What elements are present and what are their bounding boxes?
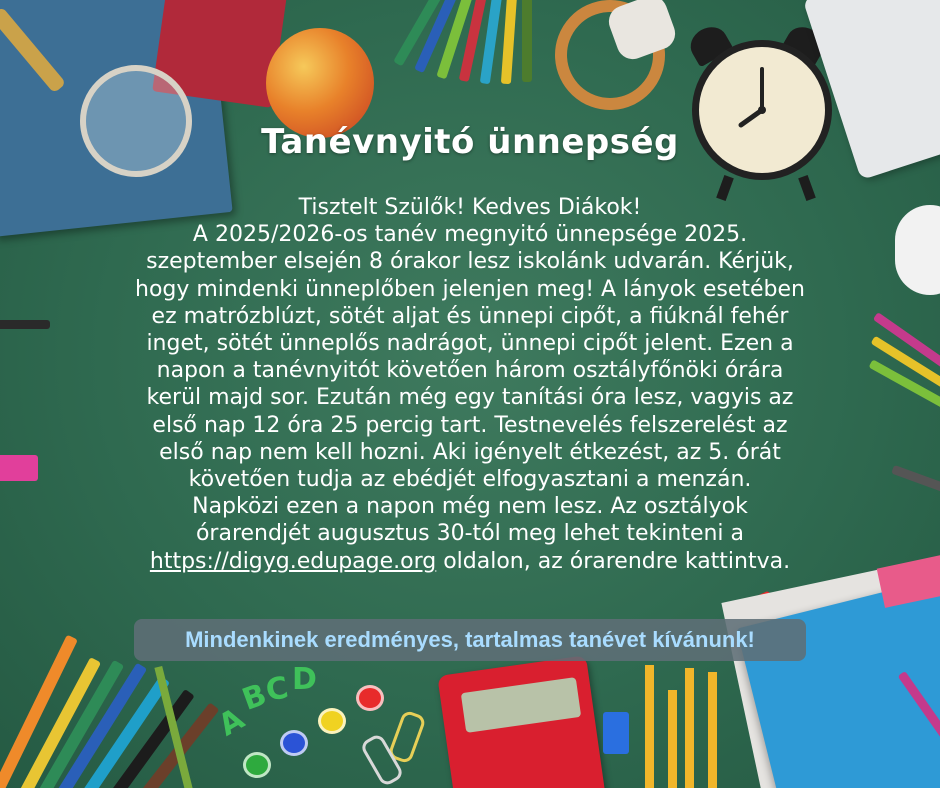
paint-pot-image xyxy=(318,708,346,734)
poster-title: Tanévnyitó ünnepség xyxy=(261,122,679,162)
paint-pot-image xyxy=(243,752,271,778)
computer-mouse-image xyxy=(895,205,940,295)
wishes-banner-text: Mindenkinek eredményes, tartalmas tanévet kívánunk! xyxy=(185,627,755,652)
marker-image xyxy=(522,0,532,82)
body-line: követően tudja az ebédjét elfogyasztani a menzán. xyxy=(188,467,752,493)
link-trailing-text: oldalon, az órarendre kattintva. xyxy=(436,548,791,574)
body-line: inget, sötét ünneplős nadrágot, ünnepi cipőt jelent. Ezen a xyxy=(146,331,794,357)
paint-pot-image xyxy=(356,685,384,711)
letter-d-decoration: D xyxy=(292,662,317,697)
body-line: hogy mindenki ünneplőben jelenjen meg! A lányok esetében xyxy=(135,276,805,302)
pencil-image xyxy=(685,668,694,788)
body-line: órarendjét augusztus 30-tól meg lehet tekinteni a xyxy=(195,521,745,547)
body-line: első nap 12 óra 25 percig tart. Testnevelés felszerelést az xyxy=(152,412,788,438)
body-line-with-link xyxy=(60,548,880,575)
letter-c-decoration: C xyxy=(263,670,291,709)
greeting-line: Tisztelt Szülők! Kedves Diákok! xyxy=(298,195,642,220)
body-line: szeptember elsején 8 órakor lesz iskolánk udvarán. Kérjük, xyxy=(146,249,794,275)
body-line: napon a tanévnyitót követően három osztályfőnöki órára xyxy=(156,358,784,384)
edupage-link[interactable]: https://digyg.edupage.org xyxy=(149,548,437,574)
toy-brick-image xyxy=(603,712,629,754)
letter-a-decoration: A xyxy=(212,701,251,744)
body-line: Napközi ezen a napon még nem lesz. Az osztályok xyxy=(192,494,748,520)
brush-image xyxy=(0,320,50,329)
pen-image xyxy=(891,465,940,504)
letter-b-decoration: B xyxy=(237,677,272,718)
pencil-image xyxy=(668,690,677,788)
body-line: ez matrózblúzt, sötét aljat és ünnepi cipőt, a fiúknál fehér xyxy=(151,303,789,329)
body-line: első nap nem kell hozni. Aki igényelt étkezést, az 5. órát xyxy=(159,439,781,465)
paint-pot-image xyxy=(280,730,308,756)
announcement-text xyxy=(60,194,880,575)
body-line: kerül majd sor. Ezután még egy tanítási óra lesz, vagyis az xyxy=(146,385,794,411)
pencil-image xyxy=(645,665,654,788)
body-line: A 2025/2026-os tanév megnyitó ünnepsége 2025. xyxy=(192,222,748,248)
wishes-banner xyxy=(134,619,806,661)
pencil-image xyxy=(708,672,717,788)
ruler-image xyxy=(0,455,38,481)
marker-image xyxy=(501,0,517,84)
